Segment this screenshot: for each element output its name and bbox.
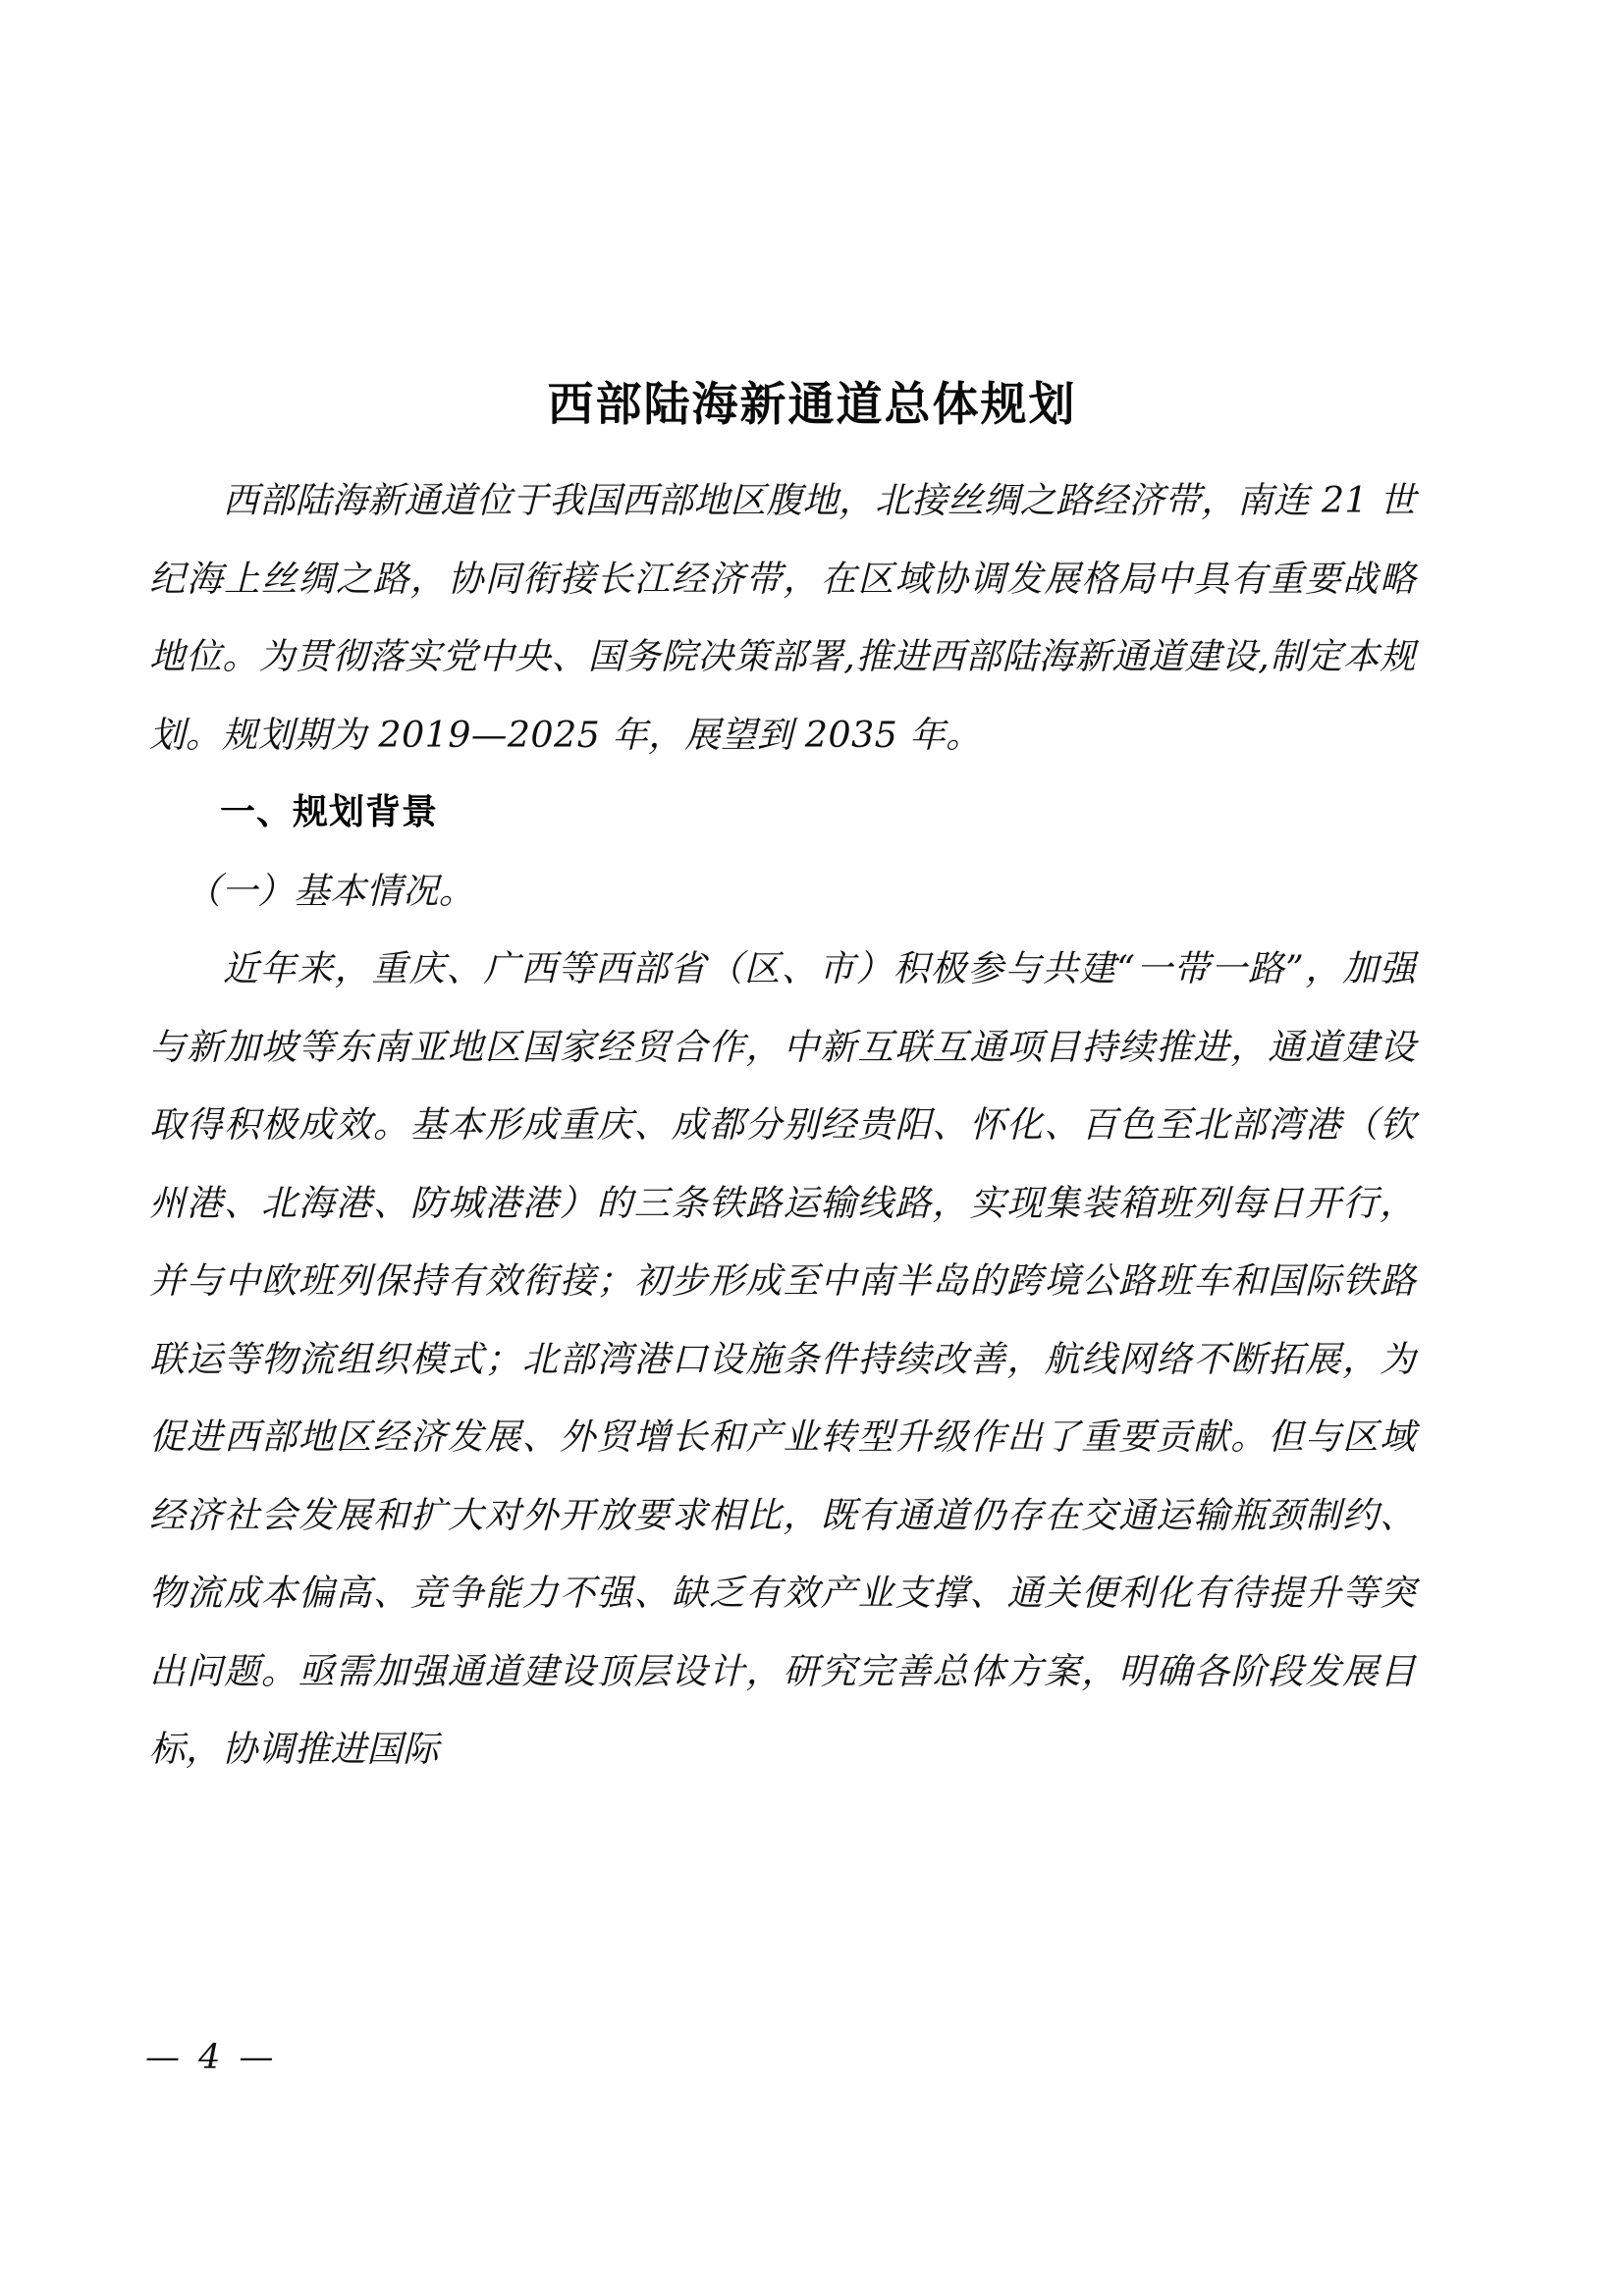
page-title: 西部陆海新通道总体规划 bbox=[547, 378, 1077, 433]
paragraph-basic-situation: 近年来，重庆、广西等西部省（区、市）积极参与共建“一带一路”，加强与新加坡等东南亚地区国家经贸合作，中新互联互通项目持续推进，通道建设取得积极成效。基本形成重庆、成都分别经贵阳、怀化、百色至北部湾港（钦州港、北海港、防城港港）的三条铁路运输线路，实现集装箱班列每日开行，并与中欧班列保持有效衔接；初步形成至中南半岛的跨境公路班车和国际铁路联运等物流组织模式；北部湾港口设施条件持续改善，航线网络不断拓展，为促进西部地区经济发展、外贸增长和产业转型升级作出了重要贡献。但与区域经济社会发展和扩大对外开放要求相比，既有通道仍存在交通运输瓶颈制约、物流成本偏高、竞争能力不强、缺乏有效产业支撑、通关便利化有待提升等突出问题。亟需加强通道建设顶层设计，研究完善总体方案，明确各阶段发展目标，协调推进国际 bbox=[149, 947, 1416, 1770]
page-number: — 4 — bbox=[145, 2038, 278, 2077]
document-body bbox=[149, 461, 1416, 1789]
section-heading-planning-background: 一、规划背景 bbox=[220, 792, 439, 832]
paragraph-intro: 西部陆海新通道位于我国西部地区腹地，北接丝绸之路经济带，南连 21 世纪海上丝绸之路，协同衔接长江经济带，在区域协调发展格局中具有重要战略地位。为贯彻落实党中央、国务院决策部署,推进西部陆海新通道建设,制定本规划。规划期为 2019—2025 年，展望到 2035 年。 bbox=[149, 479, 1416, 756]
subsection-heading-basic-situation: （一）基本情况。 bbox=[185, 869, 475, 912]
